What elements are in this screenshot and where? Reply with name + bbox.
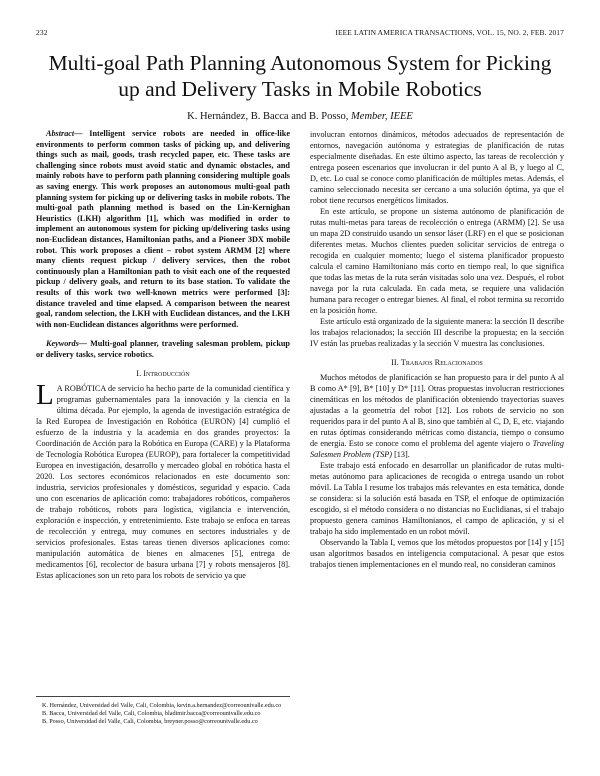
intro-paragraph-organization: Este artículo está organizado de la siguiente manera: la sección II describe los trabajos relacionados; la sección III describe la propuesta; en la sección IV están las pruebas realizadas y la sección V muestra las conclusiones. (310, 317, 564, 348)
intro-paragraph-proposal (310, 206, 564, 316)
keywords-text: — Multi-goal planner, traveling salesman problem, pickup or delivery tasks, service robotics. (36, 339, 290, 359)
abstract-text: — Intelligent service robots are needed in office-like environments to perform common tasks of picking up, and delivering things such as mail, goods, trash recycled paper, etc. These tasks are challenging since robots must avoid static and dynamic obstacles, and mainly robots have to perform path planning considering multiple goals as saving energy. This work proposes an autonomous multi-goal path planning system for picking up or delivering tasks in mobile robots. The multi-goal path planning method is based on the Lin-Kernighan Heuristics (LKH) algorithm [1], which was modified in order to implement an autonomous system for picking up/delivering tasks using non-Euclidean distances, Hamiltonian paths, and a Pioneer 3DX mobile robot. This work proposes a client – robot system ARMM [2] where many clients request pickup / delivery services, then the robot continuously plan a Hamiltonian path to visit each one of the requested pickup / delivery goals, and return to its base station. To validate the results of this work two well-known metrics were performed [3]: distance traveled and time elapsed. A comparison between the nearest goal, random selection, the LKH with Euclidean distances, and the LKH with non-Euclidean distances algorithms were performed. (36, 129, 290, 329)
related-paragraph-3: Observando la Tabla I, vemos que los métodos propuestos por [14] y [15] usan algoritmos basados en inteligencia computacional. A pesar que estos trabajos tienen implementaciones en el mundo real, no consideran caminos (310, 538, 564, 569)
journal-header: IEEE LATIN AMERICA TRANSACTIONS, VOL. 15, NO. 2, FEB. 2017 (335, 28, 564, 37)
keywords (36, 339, 290, 360)
footnote-posso: B. Posso, Universidad del Valle, Cali, Colombia, breyner.posso@correounivalle.edu.co (42, 718, 258, 725)
related-paragraph-1 (310, 372, 564, 460)
keywords-label: Keywords (46, 339, 79, 349)
home-term: home. (357, 306, 378, 315)
author-names: K. Hernández, B. Bacca and B. Posso, (187, 111, 349, 122)
related-paragraph-2: Este trabajo está enfocado en desarrollar un planificador de rutas multi-metas autónomo para aplicaciones de recogida o entrega usando un robot móvil. La Tabla I resume los trabajos más relevantes en esta temática, donde se considera: si la solución está basada en TSP, el enfoque de optimización escogido, si el método considera o no distancias no Euclidianas, si el trabajo propuesto genera caminos Hamiltonianos, el campo de aplicación, y si el trabajo ha sido implementado en un robot móvil. (310, 461, 564, 536)
section-heading-related-work: II. Trabajos Relacionados (391, 358, 483, 367)
abstract (36, 129, 290, 330)
related-p1-end: [13]. (394, 450, 410, 459)
intro-text: A ROBÓTICA de servicio ha hecho parte de la comunidad científica y programas gubernamentales para la innovación y la ciencia en la última década. Por ejemplo, la agenda de investigación estratégica de la Red Europea de Investigación en Robótica (EURON) [4] cumplió el esfuerzo de la industria y la academia en dos grandes proyectos: la Coordinación de Acción para la Robótica en Europa (CARE) y la Plataforma de Tecnología Robótica Europea (EUROP), para fortalecer la competitividad Europea en investigación, desarrollo y mercadeo global en robótica hasta el 2020. Los sectores económicos relacionados en este documento son: industria, servicios profesionales y domésticos, seguridad y espacio. Cada uno con escenarios de aplicación como: trabajadores robóticos, compañeros de trabajo robóticos, robots para logística, vigilancia e intervención, exploración e inspección, y entretenimiento. Este trabajo se enfoca en tareas de recolección y entrega, muy comunes en sectores industriales y de servicios profesionales. Estas tareas tienen diversos aplicaciones como: manipulación automática de bienes en almacenes [5], entrega de medicamentos [6], recolector de basura urbana [7] y robots mensajeros [8]. Estas aplicaciones son un reto para los robots de servicio ya que (36, 384, 290, 581)
author-line (36, 111, 564, 122)
author-footnotes (36, 696, 290, 726)
right-column (310, 129, 564, 570)
related-p1-text: Muchos métodos de planificación se han propuesto para ir del punto A al B como A* [9], B* [10] y D* [11]. Otras propuestas involucran restricciones cinemáticas en los métodos de planificación obteniendo trayectorias suaves ajustadas a la geometría del robot [12]. Los robots de servicio no son requeridos para ir del punto A al B, sino que también al C, D, E, etc. viajando en rutas óptimas considerando métricas como distancia, tiempo o consumo de energía. Esto se conoce como el problema del agente viajero o (310, 373, 564, 448)
intro-proposal-text: En este artículo, se propone un sistema autónomo de planificación de rutas multi-metas para tareas de recolección o entrega (ARMM) [2]. Se usa un mapa 2D construido usando un sensor láser (LRF) en el que se posicionan diferentes metas. Muchos clientes pueden solicitar servicios de entrega o recogida en cualquier momento; luego el sistema planificador propuesto calcula el camino Hamiltoniano más corto en tiempo real, lo que significa que todas las metas de la ruta serán visitadas solo una vez. Después, el robot navega por la ruta calculada. En cada meta, se requiere una validación humana para recoger o entregar bienes. Al final, el robot termina su recorrido en la posición (310, 207, 564, 315)
drop-cap: L (36, 379, 54, 412)
left-column (36, 129, 290, 581)
footnote-bacca: B. Bacca, Universidad del Valle, Cali, Colombia, bladimir.bacca@correounivalle.edu.co (42, 710, 261, 717)
intro-paragraph (36, 379, 290, 581)
paper-title: Multi-goal Path Planning Autonomous System for Picking up and Delivery Tasks in Mobile Robotics (48, 51, 552, 101)
intro-paragraph-continued: involucran entornos dinámicos, métodos adecuados de representación de entornos, navegación autónoma y estrategias de planificación de rutas especialmente diseñadas. En este último aspecto, las tareas de recolección y entrega poseen escenarios que involucran ir del punto A al B, y luego al C, D, etc. Lo cual se conoce como planificación de múltiples metas. Además, el camino seleccionado necesita ser cercano a una solución óptima, ya que el robot tiene recursos energéticos limitados. (310, 130, 564, 205)
tsp-term: Traveling Salesmen Problem (TSP) (310, 439, 564, 459)
section-heading-introduction: I. Introducción (136, 369, 190, 379)
footnote-hernandez: K. Hernández, Universidad del Valle, Cali, Colombia, kevin.a.hernandez@correounivalle.edu.co (42, 702, 282, 709)
abstract-label: Abstract (46, 129, 75, 138)
author-membership: Member, IEEE (351, 111, 413, 122)
page-number: 232 (36, 28, 48, 37)
